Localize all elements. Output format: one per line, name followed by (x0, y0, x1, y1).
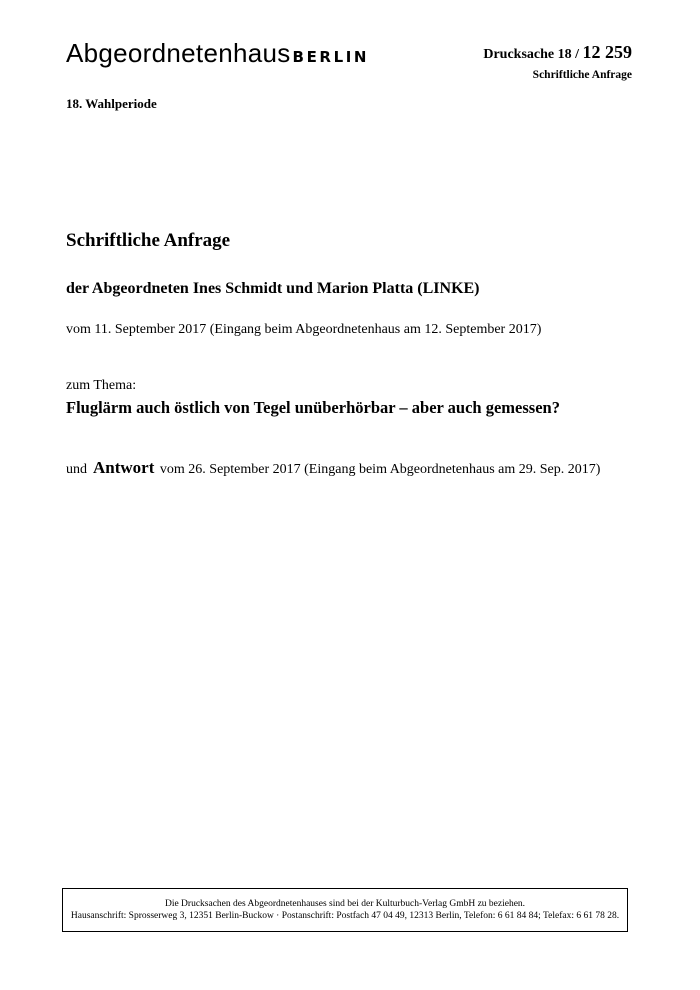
drucksache-label: Drucksache 18 / (483, 47, 579, 62)
footer-line-1: Die Drucksachen des Abgeordnetenhauses sind bei der Kulturbuch-Verlag GmbH zu beziehen. (164, 899, 526, 909)
topic-heading: Fluglärm auch östlich von Tegel unüberhörbar – aber auch gemessen? (66, 398, 560, 417)
document-title: Schriftliche Anfrage (66, 230, 231, 251)
topic-label: zum Thema: (66, 378, 137, 393)
footer-line-2: Hausanschrift: Sprosserweg 3, 12351 Berlin-Buckow · Postanschrift: Postfach 47 04 49, 12313 Berlin, Telefon: 6 61 84 84; Telefax: 6 61 78 28. (70, 911, 620, 921)
doc-type: Schriftliche Anfrage (532, 69, 632, 81)
answer-prefix: und (66, 462, 87, 477)
answer-label: Antwort (93, 458, 155, 477)
authors-line: der Abgeordneten Ines Schmidt und Marion Platta (LINKE) (66, 280, 480, 297)
drucksache-line (483, 42, 632, 63)
date-line: vom 11. September 2017 (Eingang beim Abgeordnetenhaus am 12. September 2017) (66, 322, 542, 337)
logo (66, 38, 369, 69)
drucksache-block (483, 42, 632, 81)
answer-line (66, 458, 600, 478)
wahlperiode: 18. Wahlperiode (66, 96, 157, 111)
drucksache-number: 12 259 (582, 42, 632, 62)
logo-main-text: Abgeordnetenhaus (66, 38, 291, 68)
answer-date: vom 26. September 2017 (Eingang beim Abgeordnetenhaus am 29. Sep. 2017) (159, 462, 601, 477)
footer-box (62, 888, 628, 932)
logo-city-text: BERLIN (292, 48, 370, 66)
